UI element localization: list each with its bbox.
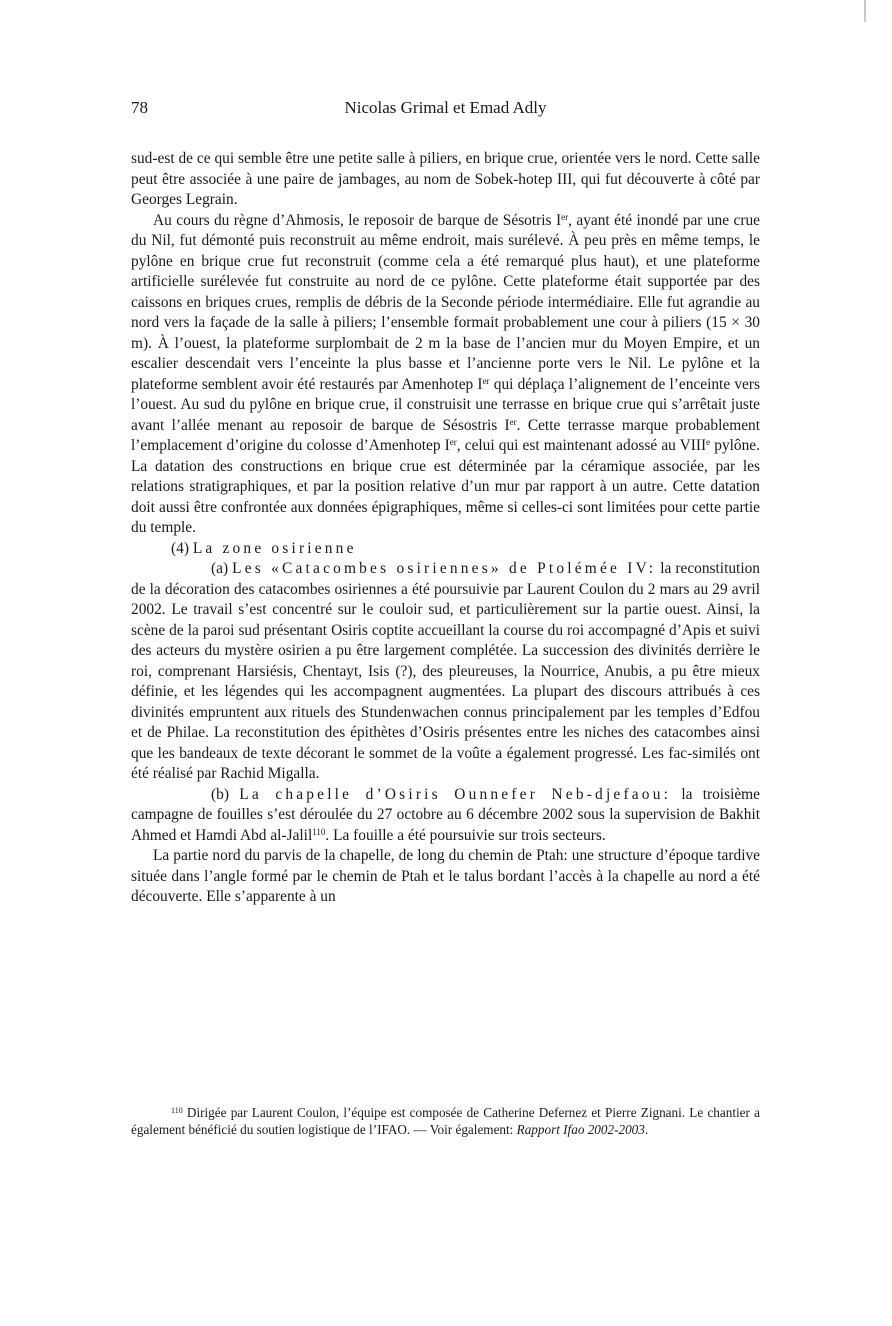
paragraph-1 [131, 149, 760, 211]
section-number: (4) [171, 539, 189, 557]
paragraph-last [131, 846, 760, 908]
superscript: er [449, 437, 457, 447]
footnote-end: . [644, 1122, 649, 1137]
body-text [131, 149, 760, 908]
footnote [131, 1104, 760, 1138]
superscript: er [561, 211, 569, 222]
paragraph-2-text-d: . Cette terrasse marque probablement l’emplacement d’origine du colosse d’Amenhotep I [131, 416, 761, 454]
section-4-heading [131, 539, 760, 560]
superscript: e [706, 437, 711, 447]
running-head: Nicolas Grimal et Emad Adly [344, 98, 547, 117]
subsection-a-text: la reconstitution de la décoration des catacombes osiriennes a été poursuivie par Laurent Coulon du 2 mars au 29 avril 2002. Le travail s’est concentré sur le couloir sud, et particulièrement sur la partie ouest. Ainsi, la scène de la paroi sud présentant Osiris coptite accueillant la course du roi accompagné d’Apis et suivi des acteurs du mystère osirien a pu être largement complétée. La succession des divinités derrière le roi, comprenant Harsiésis, Chentayt, Isis (?), des pleureuses, la Nourrice, Anubis, a pu être mieux définie, et les légendes qui les accompagnent augmentées. La plupart des discours attribués à ces divinités empruntent aux rituels des Stundenwachen connus principalement par les temples d’Edfou et de Philae. La reconstitution des épithètes d’Osiris présentes entre les niches des catacombes ainsi que les bandeaux de texte décorant le sommet de la voûte a également progressé. Les fac-similés ont été réalisé par Rachid Migalla. [131, 560, 760, 782]
page-header [131, 98, 760, 122]
paragraph-2-text-a: Au cours du règne d’Ahmosis, le reposoir de barque de Sésotris I [153, 211, 562, 229]
footnote-text: Dirigée par Laurent Coulon, l’équipe est composée de Catherine Defernez et Pierre Zignani. Le chantier a également bénéficié du soutien logistique de l’IFAO. — Voir également: [131, 1105, 760, 1137]
subsection-title: La chapelle d’Osiris Ounnefer Neb-djefaou: [239, 785, 672, 803]
subsection-b-text: la troisième campagne de fouilles s’est déroulée du 27 octobre au 6 décembre 2002 sous la supervision de Bakhit Ahmed et Hamdi Abd al-Jalil [131, 785, 760, 844]
paragraph-2-text-c: qui déplaça l’alignement de l’enceinte vers l’ouest. Au sud du pylône en brique crue, il construisit une terrasse en brique crue qui s’arrêtait juste avant l’allée menant au reposoir de barque de Sésostris I [131, 375, 760, 434]
footnote-citation: Rapport Ifao 2002-2003 [516, 1122, 645, 1137]
section-title: La zone osirienne [192, 539, 357, 557]
subsection-number: (b) [211, 785, 229, 803]
superscript: er [482, 375, 490, 386]
paragraph-2-text-f: pylône. La datation des constructions en brique crue est déterminée par la céramique associée, par les relations stratigraphiques, et par la position relative d’un mur par rapport à un autre. Cette datation doit aussi être confrontée aux données épigraphiques, même si celles-ci sont limitées pour cette partie du temple. [131, 437, 760, 536]
paragraph-last-text: La partie nord du parvis de la chapelle, de long du chemin de Ptah: une structure d’époque tardive située dans l’angle formé par le chemin de Ptah et le talus bordant l’accès à la chapelle au nord a été découverte. Elle s’apparente à un [131, 847, 760, 905]
subsection-a [131, 559, 760, 785]
paragraph-2-text-e: , celui qui est maintenant adossé au VIII [456, 437, 707, 454]
paragraph-2-text-b: , ayant été inondé par une crue du Nil, fut démonté puis reconstruit au même endroit, mais surélevé. À peu près en même temps, le pylône en brique crue fut reconstruit (comme cela a été remarqué plus haut), et une plateforme artificielle surélevée fut construite au nord de ce pylône. Cette plateforme était supportée par des caissons en briques crues, remplis de débris de la Seconde période intermédiaire. Elle fut agrandie au nord vers la façade de la salle à piliers; l’ensemble formait probablement une cour à piliers (15 × 30 m). À l’ouest, la plateforme surplombait de 2 m la base de l’ancien mur du Moyen Empire, et un escalier descendait vers l’enceinte la plus basse et l’ancienne porte vers le Nil. Le pylône et la plateforme semblent avoir été restaurés par Amenhotep I [131, 211, 760, 393]
footnote-reference: 110 [312, 826, 326, 837]
page-number: 78 [131, 98, 148, 117]
paragraph-2 [131, 211, 760, 539]
scan-edge-mark [864, 0, 866, 22]
subsection-number: (a) [211, 560, 229, 577]
subsection-b [131, 785, 760, 847]
subsection-b-text-end: . La fouille a été poursuivie sur trois secteurs. [325, 826, 606, 844]
superscript: er [509, 416, 517, 427]
subsection-title: Les «Catacombes osiriennes» de Ptolémée IV: [232, 560, 657, 577]
footnote-110 [131, 1104, 760, 1138]
footnote-number: 110 [171, 1106, 183, 1115]
paragraph-1-text: sud-est de ce qui semble être une petite salle à piliers, en brique crue, orientée vers le nord. Cette salle peut être associée à une paire de jambages, au nom de Sobek-hotep III, qui fut découverte à côté par Georges Legrain. [131, 150, 760, 208]
